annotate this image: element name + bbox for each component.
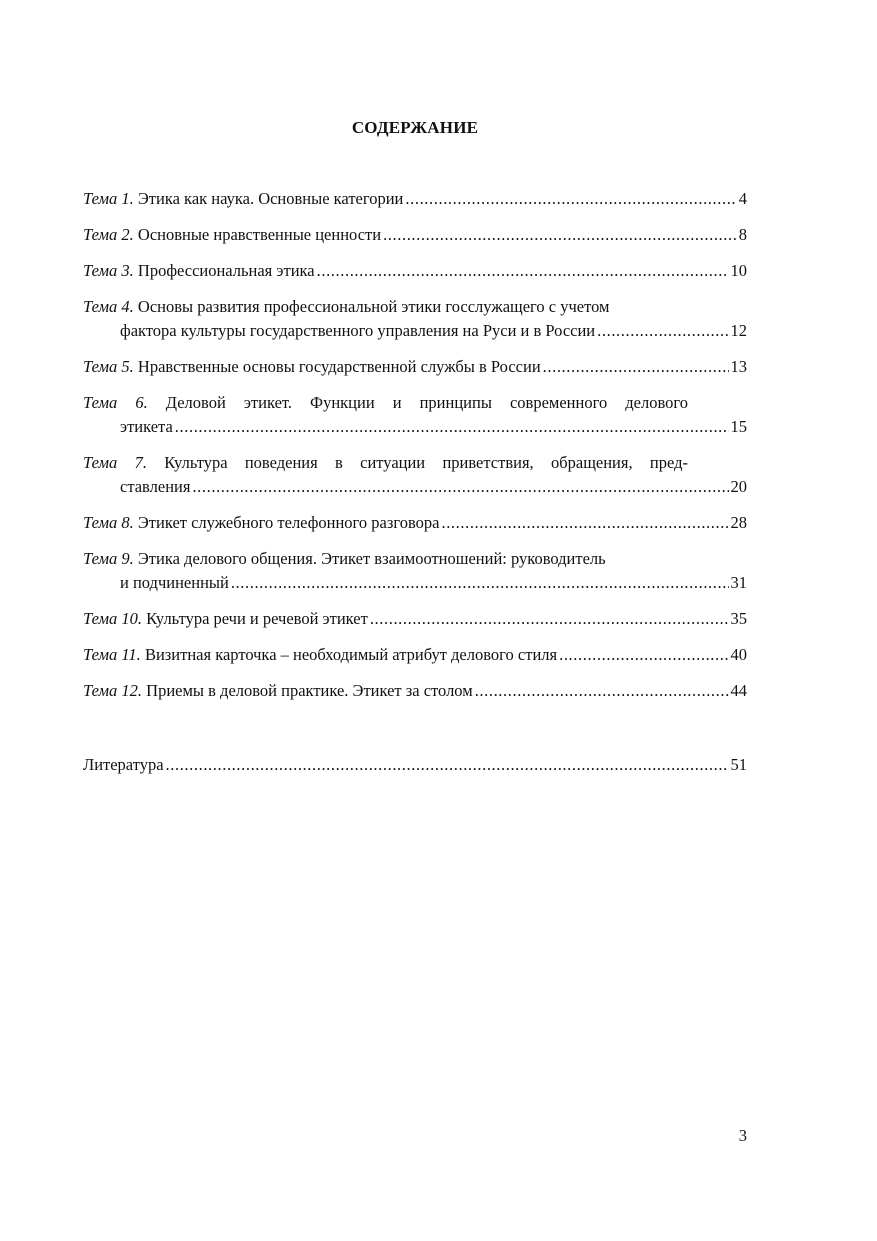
leader-dots: [597, 319, 728, 343]
toc-entry-page: 20: [730, 477, 747, 496]
leader-dots: [317, 259, 729, 283]
toc-entry-page: 35: [730, 609, 747, 628]
toc-entry[interactable]: [83, 259, 747, 283]
toc-entry-title: Приемы в деловой практике. Этикет за столом: [146, 681, 473, 700]
page-title: СОДЕРЖАНИЕ: [351, 118, 479, 137]
toc-entry-title: Деловой этикет. Функции и принципы современного делового: [165, 393, 688, 412]
toc-entry-label: Тема 3.: [83, 261, 134, 280]
toc-entry-label: Тема 10.: [83, 609, 143, 628]
toc-entry-title-continued: фактора культуры государственного управления на Руси и в России: [120, 321, 596, 340]
leader-dots: [543, 355, 729, 379]
toc-entry-page: 31: [730, 573, 747, 592]
toc-entry-page: 13: [730, 357, 747, 376]
leader-dots: [192, 475, 728, 499]
toc-entry-title: Литература: [83, 755, 164, 774]
toc-entry-title: Культура речи и речевой этикет: [146, 609, 368, 628]
toc-entry-page: 8: [738, 225, 747, 244]
toc-entry-title: Этикет служебного телефонного разговора: [137, 513, 440, 532]
toc-entry-page: 12: [730, 321, 747, 340]
toc-entry[interactable]: [83, 547, 747, 595]
toc-entry-page: 51: [730, 755, 747, 774]
toc-entry-label: Тема 5.: [83, 357, 134, 376]
toc-entry-label: Тема 12.: [83, 681, 143, 700]
toc-entry-label: Тема 9.: [83, 549, 134, 568]
toc-entry[interactable]: [83, 451, 747, 499]
toc-entry[interactable]: [83, 607, 747, 631]
leader-dots: [475, 679, 729, 703]
toc-entry[interactable]: [83, 679, 747, 703]
toc-entry[interactable]: [83, 355, 747, 379]
toc-entry-label: Тема 1.: [83, 189, 134, 208]
toc-entry-title-continued: и подчиненный: [120, 573, 229, 592]
leader-dots: [231, 571, 729, 595]
toc-entry-literature[interactable]: [83, 753, 747, 777]
toc-entry-title: Профессиональная этика: [137, 261, 315, 280]
toc-entry-title: Основные нравственные ценности: [137, 225, 382, 244]
leader-dots: [441, 511, 728, 535]
toc-entry-page: 44: [730, 681, 747, 700]
toc-entry-label: Тема 7.: [83, 453, 147, 472]
leader-dots: [405, 187, 736, 211]
table-of-contents: [83, 187, 747, 777]
toc-entry-label: Тема 2.: [83, 225, 134, 244]
toc-entry-title: Нравственные основы государственной службы в России: [137, 357, 541, 376]
toc-entry-page: 15: [730, 417, 747, 436]
toc-entry-label: Тема 4.: [83, 297, 134, 316]
toc-entry[interactable]: [83, 187, 747, 211]
toc-entry-title-continued: этикета: [120, 417, 173, 436]
toc-entry-label: Тема 11.: [83, 645, 141, 664]
leader-dots: [559, 643, 728, 667]
toc-entry-title: Визитная карточка – необходимый атрибут делового стиля: [144, 645, 558, 664]
leader-dots: [166, 753, 729, 777]
toc-entry-page: 40: [730, 645, 747, 664]
toc-entry-title-continued: ставления: [120, 477, 191, 496]
toc-entry-page: 10: [730, 261, 747, 280]
toc-entry[interactable]: [83, 511, 747, 535]
leader-dots: [383, 223, 737, 247]
toc-entry[interactable]: [83, 391, 747, 439]
toc-entry[interactable]: [83, 223, 747, 247]
toc-entry[interactable]: [83, 295, 747, 343]
toc-entry-label: Тема 8.: [83, 513, 134, 532]
page-number: 3: [738, 1126, 747, 1145]
toc-entry-title: Основы развития профессиональной этики госслужащего с учетом: [137, 297, 610, 316]
toc-entry-label: Тема 6.: [83, 393, 148, 412]
toc-entry-title: Этика как наука. Основные категории: [137, 189, 404, 208]
toc-entry[interactable]: [83, 643, 747, 667]
toc-entry-page: 28: [730, 513, 747, 532]
leader-dots: [370, 607, 729, 631]
toc-entry-title: Культура поведения в ситуации приветствия, обращения, пред-: [164, 453, 688, 472]
leader-dots: [175, 415, 729, 439]
toc-entry-title: Этика делового общения. Этикет взаимоотношений: руководитель: [137, 549, 606, 568]
toc-entry-page: 4: [738, 189, 747, 208]
